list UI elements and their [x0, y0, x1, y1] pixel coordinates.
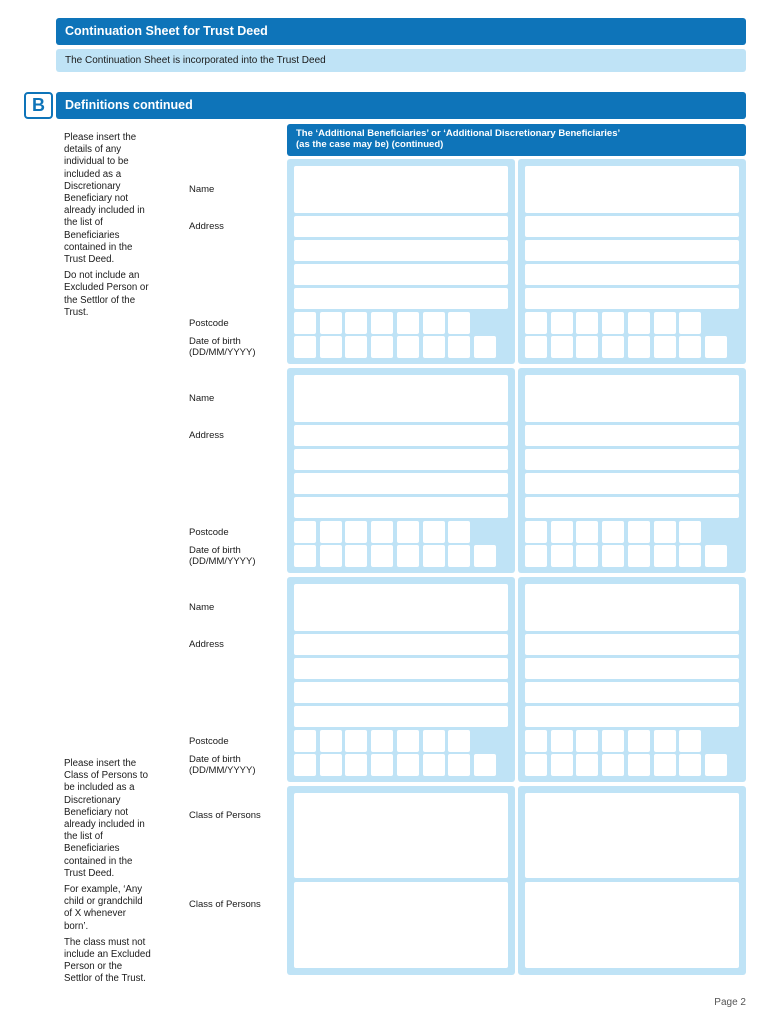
postcode-cell[interactable] [320, 521, 342, 543]
dob-cell[interactable] [423, 336, 445, 358]
postcode-cell[interactable] [602, 730, 624, 752]
address-line-field[interactable] [525, 240, 739, 261]
dob-cell[interactable] [602, 336, 624, 358]
postcode-cell[interactable] [525, 521, 547, 543]
address-line-field[interactable] [525, 288, 739, 309]
dob-label-line1: Date of birth [189, 754, 241, 765]
postcode-cell[interactable] [628, 521, 650, 543]
dob-cell[interactable] [551, 336, 573, 358]
address-line-field[interactable] [525, 264, 739, 285]
beneficiary-2-1-panel [287, 368, 515, 573]
address-line-field[interactable] [294, 706, 508, 727]
address-line-field[interactable] [525, 682, 739, 703]
dob-cell[interactable] [525, 336, 547, 358]
postcode-cell[interactable] [654, 521, 676, 543]
dob-cell[interactable] [628, 754, 650, 776]
address-line-field[interactable] [294, 473, 508, 494]
postcode-cell[interactable] [628, 730, 650, 752]
dob-cell[interactable] [679, 754, 701, 776]
dob-cell[interactable] [602, 545, 624, 567]
dob-cell[interactable] [551, 545, 573, 567]
dob-cell[interactable] [397, 336, 419, 358]
address-line-field[interactable] [294, 634, 508, 655]
dob-label-line1: Date of birth [189, 545, 241, 556]
form-title: Continuation Sheet for Trust Deed [56, 18, 746, 45]
address-line-field[interactable] [294, 449, 508, 470]
address-label: Address [189, 221, 224, 232]
instruction-paragraph: Please insert the Class of Persons to be included as a Discretionary Beneficiary not already included in the list of Beneficiaries contained in the Trust Deed. [64, 758, 148, 879]
postcode-cell[interactable] [576, 312, 598, 334]
section-title: Definitions continued [56, 92, 746, 119]
address-line-field[interactable] [525, 497, 739, 518]
postcode-cell[interactable] [397, 312, 419, 334]
page-number: Page 2 [714, 997, 746, 1008]
postcode-cell[interactable] [423, 730, 445, 752]
dob-label [189, 546, 256, 567]
instruction-paragraph: Please insert the details of any individual to be included as a Discretionary Beneficiary not already included in the list of Beneficiaries contained in the Trust Deed. [64, 132, 145, 266]
dob-cell[interactable] [525, 545, 547, 567]
postcode-cell[interactable] [551, 730, 573, 752]
dob-cell[interactable] [654, 545, 676, 567]
beneficiary-1-2-panel [518, 159, 746, 364]
dob-cell[interactable] [705, 545, 727, 567]
name-label: Name [189, 184, 215, 195]
dob-cell[interactable] [320, 754, 342, 776]
postcode-cell[interactable] [576, 521, 598, 543]
postcode-cell[interactable] [345, 312, 367, 334]
dob-label [189, 755, 256, 776]
name-label: Name [189, 393, 215, 404]
postcode-cell[interactable] [679, 521, 701, 543]
address-line-field[interactable] [294, 216, 508, 237]
postcode-cell[interactable] [294, 312, 316, 334]
address-line-field[interactable] [294, 264, 508, 285]
name-field[interactable] [294, 375, 508, 422]
postcode-cell[interactable] [602, 312, 624, 334]
name-field[interactable] [294, 166, 508, 213]
dob-cell[interactable] [654, 336, 676, 358]
class-panel-2 [518, 786, 746, 975]
postcode-cell[interactable] [371, 730, 393, 752]
dob-cell[interactable] [448, 545, 470, 567]
postcode-cell[interactable] [448, 312, 470, 334]
dob-cell[interactable] [294, 336, 316, 358]
dob-label [189, 337, 256, 358]
dob-cell[interactable] [397, 754, 419, 776]
instruction-paragraph: The class must not include an Excluded Person or the Settlor of the Trust. [64, 936, 151, 985]
address-line-field[interactable] [294, 658, 508, 679]
postcode-cell[interactable] [371, 312, 393, 334]
postcode-label: Postcode [189, 736, 229, 747]
postcode-cell[interactable] [654, 730, 676, 752]
name-field[interactable] [294, 584, 508, 631]
postcode-cell[interactable] [397, 730, 419, 752]
class-of-persons-field[interactable] [525, 882, 739, 968]
postcode-cell[interactable] [551, 312, 573, 334]
form-subtitle: The Continuation Sheet is incorporated into the Trust Deed [56, 49, 746, 72]
dob-cell[interactable] [448, 336, 470, 358]
dob-cell[interactable] [320, 336, 342, 358]
dob-cell[interactable] [654, 754, 676, 776]
address-label: Address [189, 430, 224, 441]
dob-cell[interactable] [474, 545, 496, 567]
column-header-line2: (as the case may be) (continued) [296, 139, 444, 150]
postcode-cell[interactable] [423, 312, 445, 334]
postcode-cell[interactable] [320, 312, 342, 334]
postcode-cell[interactable] [423, 521, 445, 543]
dob-cell[interactable] [345, 545, 367, 567]
dob-cell[interactable] [576, 545, 598, 567]
postcode-cell[interactable] [345, 730, 367, 752]
dob-cell[interactable] [320, 545, 342, 567]
dob-cell[interactable] [551, 754, 573, 776]
postcode-cell[interactable] [320, 730, 342, 752]
column-header [287, 124, 746, 156]
dob-cell[interactable] [525, 754, 547, 776]
dob-label-line2: (DD/MM/YYYY) [189, 555, 256, 567]
dob-cell[interactable] [628, 545, 650, 567]
dob-cell[interactable] [705, 336, 727, 358]
instructions-class [64, 758, 152, 990]
dob-cell[interactable] [576, 336, 598, 358]
name-field[interactable] [525, 166, 739, 213]
address-line-field[interactable] [525, 425, 739, 446]
postcode-cell[interactable] [654, 312, 676, 334]
postcode-cell[interactable] [448, 730, 470, 752]
dob-cell[interactable] [371, 754, 393, 776]
column-header-line1: The ‘Additional Beneficiaries’ or ‘Additional Discretionary Beneficiaries’ [296, 128, 621, 139]
beneficiary-3-1-panel [287, 577, 515, 782]
beneficiary-3-2-panel [518, 577, 746, 782]
address-line-field[interactable] [294, 240, 508, 261]
dob-cell[interactable] [576, 754, 598, 776]
address-line-field[interactable] [294, 682, 508, 703]
postcode-cell[interactable] [576, 730, 598, 752]
dob-cell[interactable] [345, 336, 367, 358]
dob-cell[interactable] [423, 545, 445, 567]
beneficiary-1-1-panel [287, 159, 515, 364]
dob-label-line1: Date of birth [189, 336, 241, 347]
postcode-cell[interactable] [448, 521, 470, 543]
address-line-field[interactable] [525, 473, 739, 494]
instructions-individual [64, 132, 152, 323]
postcode-cell[interactable] [679, 730, 701, 752]
postcode-cell[interactable] [294, 521, 316, 543]
dob-cell[interactable] [345, 754, 367, 776]
dob-cell[interactable] [602, 754, 624, 776]
postcode-label: Postcode [189, 527, 229, 538]
address-line-field[interactable] [525, 658, 739, 679]
dob-cell[interactable] [294, 545, 316, 567]
postcode-cell[interactable] [371, 521, 393, 543]
address-line-field[interactable] [294, 497, 508, 518]
address-line-field[interactable] [525, 449, 739, 470]
postcode-label: Postcode [189, 318, 229, 329]
dob-label-line2: (DD/MM/YYYY) [189, 764, 256, 776]
class-panel-1 [287, 786, 515, 975]
class-of-persons-field[interactable] [294, 793, 508, 878]
address-line-field[interactable] [525, 706, 739, 727]
beneficiary-2-2-panel [518, 368, 746, 573]
dob-cell[interactable] [679, 336, 701, 358]
postcode-cell[interactable] [628, 312, 650, 334]
postcode-cell[interactable] [551, 521, 573, 543]
dob-cell[interactable] [423, 754, 445, 776]
dob-cell[interactable] [474, 754, 496, 776]
address-label: Address [189, 639, 224, 650]
dob-cell[interactable] [397, 545, 419, 567]
address-line-field[interactable] [525, 634, 739, 655]
address-line-field[interactable] [294, 288, 508, 309]
name-field[interactable] [525, 584, 739, 631]
instruction-paragraph: For example, ‘Any child or grandchild of X whenever born’. [64, 884, 143, 932]
postcode-cell[interactable] [397, 521, 419, 543]
postcode-cell[interactable] [679, 312, 701, 334]
class-of-persons-label: Class of Persons [189, 810, 261, 821]
section-letter: B [24, 92, 53, 119]
name-label: Name [189, 602, 215, 613]
postcode-cell[interactable] [602, 521, 624, 543]
postcode-cell[interactable] [525, 312, 547, 334]
class-of-persons-field[interactable] [525, 793, 739, 878]
dob-cell[interactable] [371, 545, 393, 567]
class-of-persons-label: Class of Persons [189, 899, 261, 910]
dob-cell[interactable] [705, 754, 727, 776]
class-of-persons-field[interactable] [294, 882, 508, 968]
dob-cell[interactable] [371, 336, 393, 358]
address-line-field[interactable] [525, 216, 739, 237]
postcode-cell[interactable] [525, 730, 547, 752]
dob-label-line2: (DD/MM/YYYY) [189, 346, 256, 358]
dob-cell[interactable] [294, 754, 316, 776]
dob-cell[interactable] [448, 754, 470, 776]
address-line-field[interactable] [294, 425, 508, 446]
name-field[interactable] [525, 375, 739, 422]
dob-cell[interactable] [474, 336, 496, 358]
instruction-paragraph: Do not include an Excluded Person or the Settlor of the Trust. [64, 270, 149, 318]
postcode-cell[interactable] [294, 730, 316, 752]
postcode-cell[interactable] [345, 521, 367, 543]
dob-cell[interactable] [628, 336, 650, 358]
dob-cell[interactable] [679, 545, 701, 567]
